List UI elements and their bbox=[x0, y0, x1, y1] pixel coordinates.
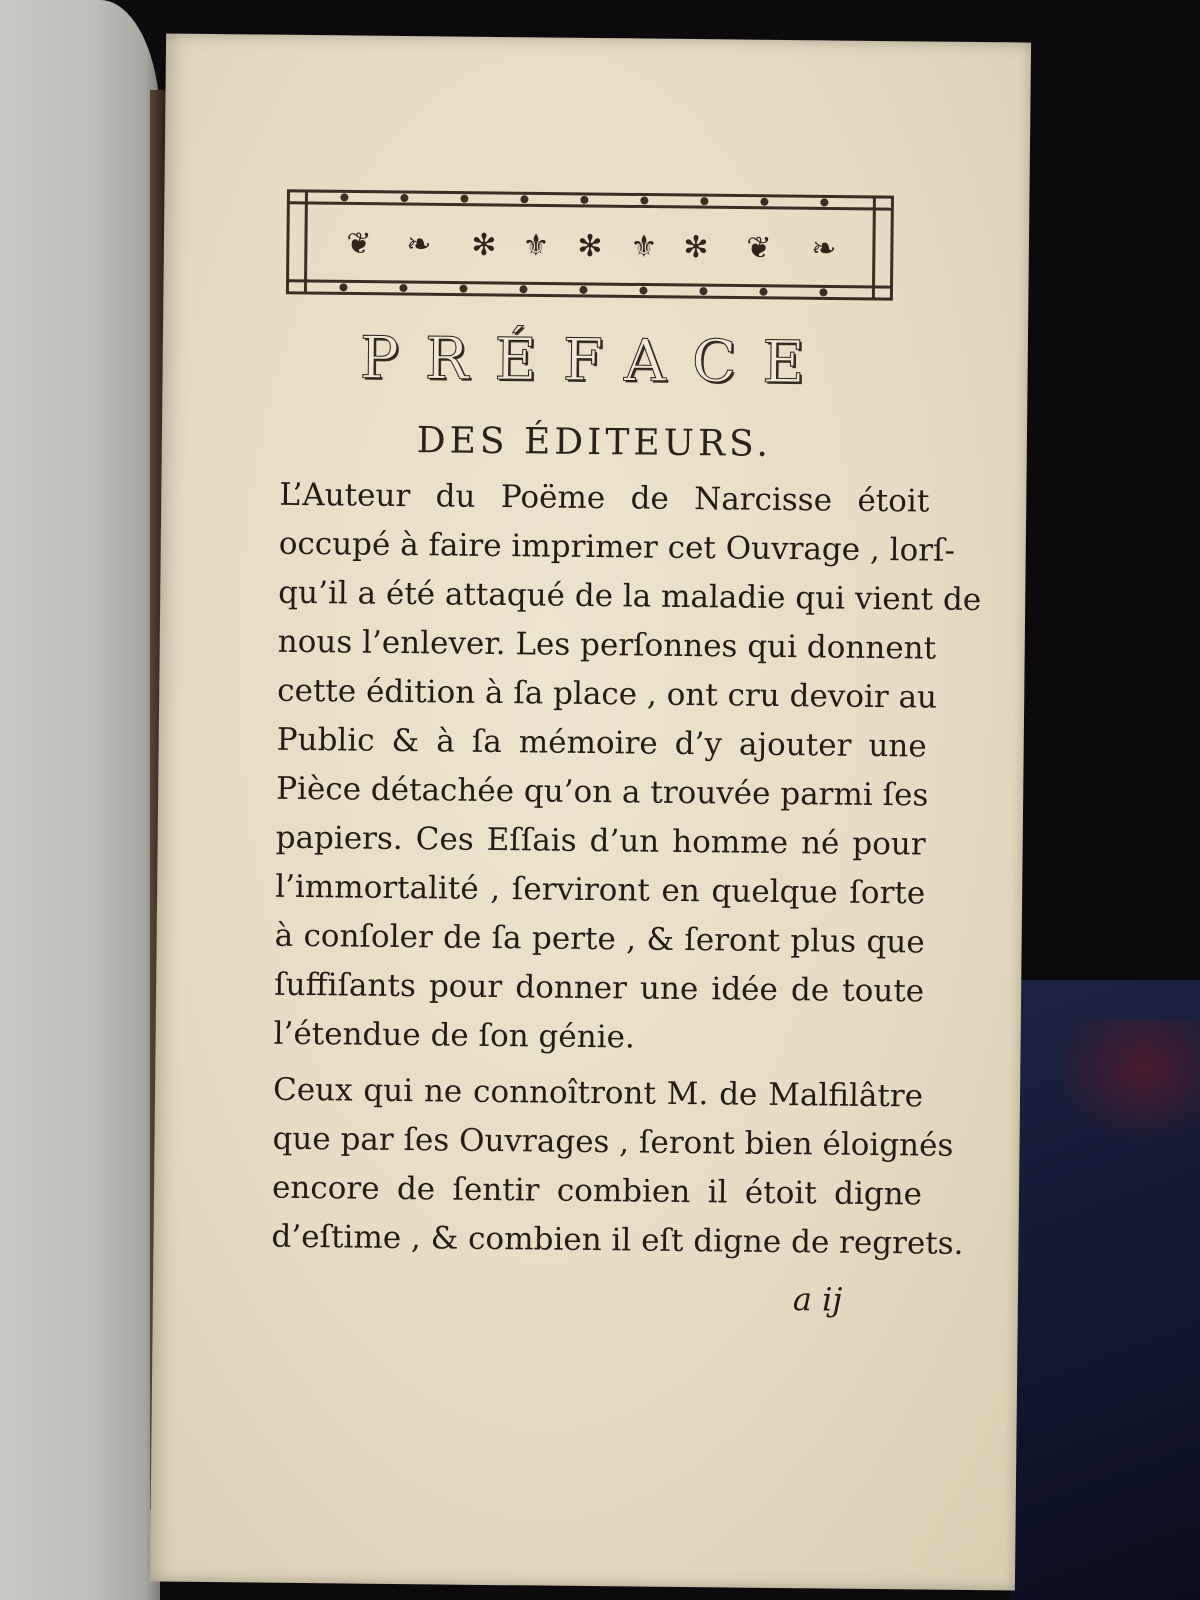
svg-text:✻: ✻ bbox=[683, 229, 709, 266]
text-line: nous l’enlever. Les perſonnes qui donnent bbox=[277, 623, 937, 667]
facing-blank-page bbox=[0, 0, 160, 1600]
paragraph-1 bbox=[273, 471, 982, 1066]
text-line: d’eſtime , & combien il eſt digne de regrets. bbox=[271, 1218, 964, 1262]
svg-text:✻: ✻ bbox=[577, 228, 603, 265]
background-red-fabric bbox=[1060, 1020, 1200, 1140]
svg-text:❧: ❧ bbox=[811, 231, 837, 267]
text-line: que par ſes Ouvrages , ſeront bien éloignés bbox=[272, 1120, 954, 1164]
text-line: papiers. Ces Eſſais d’un homme né pour bbox=[275, 819, 926, 863]
text-line: l’étendue de ſon génie. bbox=[273, 1015, 636, 1056]
svg-text:❧: ❧ bbox=[406, 227, 432, 263]
book-page bbox=[150, 34, 1031, 1591]
svg-text:⚜: ⚜ bbox=[630, 229, 658, 265]
paragraph-2 bbox=[271, 1066, 964, 1269]
text-line: l’immortalité , ſerviront en quelque ſorte bbox=[275, 868, 926, 912]
page-title: PRÉFACE bbox=[359, 323, 831, 397]
svg-text:⚜: ⚜ bbox=[522, 228, 550, 264]
text-line: cette édition à ſa place , ont cru devoir au bbox=[277, 672, 938, 716]
text-line: encore de ſentir combien il étoit digne bbox=[271, 1169, 923, 1213]
text-line: à conſoler de ſa perte , & ſeront plus que bbox=[274, 917, 925, 961]
svg-text:❦: ❦ bbox=[746, 230, 772, 266]
svg-text:❦: ❦ bbox=[346, 226, 372, 262]
decorative-headpiece-ornament bbox=[283, 183, 896, 307]
text-line: ſuffiſants pour donner une idée de toute bbox=[273, 966, 925, 1010]
svg-text:✻: ✻ bbox=[471, 227, 497, 263]
page-subtitle: DES ÉDITEURS. bbox=[416, 420, 773, 465]
signature-mark: a ij bbox=[792, 1280, 843, 1319]
text-line: occupé à faire imprimer cet Ouvrage , lorſ- bbox=[278, 525, 956, 569]
text-line: Pièce détachée qu’on a trouvée parmi ſes bbox=[276, 770, 929, 814]
text-line: L’Auteur du Poëme de Narcisse étoit bbox=[279, 476, 930, 520]
text-line: qu’il a été attaqué de la maladie qui vient de bbox=[278, 574, 982, 619]
text-line: Ceux qui ne connoîtront M. de Malfilâtre bbox=[272, 1071, 924, 1115]
text-line: Public & à ſa mémoire d’y ajouter une bbox=[276, 721, 927, 765]
